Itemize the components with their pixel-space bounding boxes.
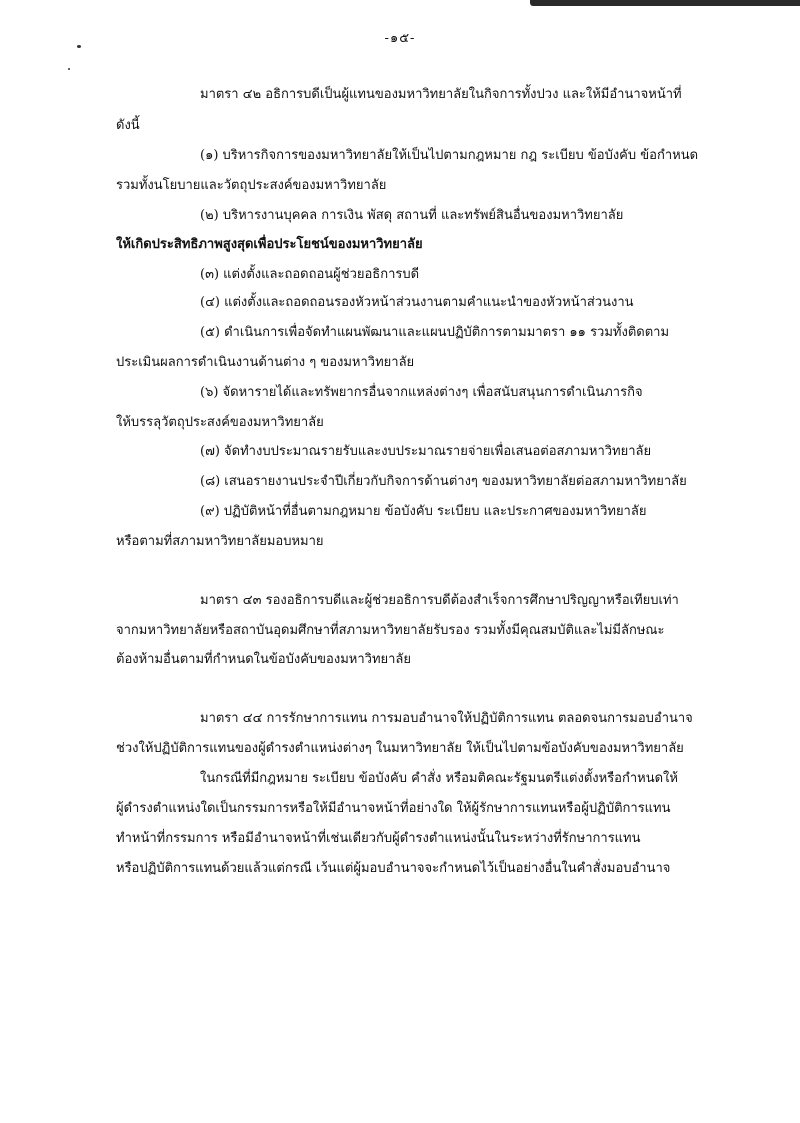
clause-9-continuation: หรือตามที่สภามหาวิทยาลัยมอบหมาย xyxy=(116,534,324,549)
section-44-line-5: ทำหน้าที่กรรมการ หรือมีอำนาจหน้าที่เช่นเดียวกับผู้ดำรงตำแหน่งนั้นในระหว่างที่รักษาการแทน xyxy=(116,831,641,846)
page-number: -๑๕- xyxy=(384,31,416,46)
clause-1-continuation: รวมทั้งนโยบายและวัตถุประสงค์ของมหาวิทยาลัย xyxy=(116,178,387,193)
clause-3: (๓) แต่งตั้งและถอดถอนผู้ช่วยอธิการบดี xyxy=(200,267,420,282)
clause-7: (๗) จัดทำงบประมาณรายรับและงบประมาณรายจ่ายเพื่อเสนอต่อสภามหาวิทยาลัย xyxy=(200,444,652,459)
section-44-line-6: หรือปฏิบัติการแทนด้วยแล้วแต่กรณี เว้นแต่ผู้มอบอำนาจจะกำหนดไว้เป็นอย่างอื่นในคำสั่งมอบอำนาจ xyxy=(116,861,671,876)
clause-5-continuation: ประเมินผลการดำเนินงานด้านต่าง ๆ ของมหาวิทยาลัย xyxy=(116,355,415,370)
clause-6: (๖) จัดหารายได้และทรัพยากรอื่นจากแหล่งต่างๆ เพื่อสนับสนุนการดำเนินภารกิจ xyxy=(200,385,643,400)
section-43-line-2: จากมหาวิทยาลัยหรือสถาบันอุดมศึกษาที่สภามหาวิทยาลัยรับรอง รวมทั้งมีคุณสมบัติและไม่มีลักษณะ xyxy=(116,623,665,638)
clause-2-continuation: ให้เกิดประสิทธิภาพสูงสุดเพื่อประโยชน์ของมหาวิทยาลัย xyxy=(116,237,423,252)
scan-speck xyxy=(68,68,70,70)
section-42-continuation: ดังนี้ xyxy=(116,118,140,133)
section-44-heading: มาตรา ๔๔ การรักษาการแทน การมอบอำนาจให้ปฏิบัติการแทน ตลอดจนการมอบอำนาจ xyxy=(200,711,693,726)
section-42-heading: มาตรา ๔๒ อธิการบดีเป็นผู้แทนของมหาวิทยาลัยในกิจการทั้งปวง และให้มีอำนาจหน้าที่ xyxy=(200,87,682,102)
clause-8: (๘) เสนอรายงานประจำปีเกี่ยวกับกิจการด้านต่างๆ ของมหาวิทยาลัยต่อสภามหาวิทยาลัย xyxy=(200,474,687,489)
clause-2: (๒) บริหารงานบุคคล การเงิน พัสดุ สถานที่ และทรัพย์สินอื่นของมหาวิทยาลัย xyxy=(200,208,624,223)
clause-6-continuation: ให้บรรลุวัตถุประสงค์ของมหาวิทยาลัย xyxy=(116,415,324,430)
section-44-paragraph-2: ในกรณีที่มีกฎหมาย ระเบียบ ข้อบังคับ คำสั่ง หรือมติคณะรัฐมนตรีแต่งตั้งหรือกำหนดให้ xyxy=(200,771,678,786)
clause-1: (๑) บริหารกิจการของมหาวิทยาลัยให้เป็นไปตามกฎหมาย กฎ ระเบียบ ข้อบังคับ ข้อกำหนด xyxy=(200,148,699,163)
section-43-line-3: ต้องห้ามอื่นตามที่กำหนดในข้อบังคับของมหาวิทยาลัย xyxy=(116,652,412,667)
clause-4: (๔) แต่งตั้งและถอดถอนรองหัวหน้าส่วนงานตามคำแนะนำของหัวหน้าส่วนงาน xyxy=(200,295,634,310)
scan-edge-mark xyxy=(530,0,800,6)
section-43-heading: มาตรา ๔๓ รองอธิการบดีและผู้ช่วยอธิการบดีต้องสำเร็จการศึกษาปริญญาหรือเทียบเท่า xyxy=(200,593,679,608)
clause-5: (๕) ดำเนินการเพื่อจัดทำแผนพัฒนาและแผนปฏิบัติการตามมาตรา ๑๑ รวมทั้งติดตาม xyxy=(200,325,670,340)
clause-9: (๙) ปฏิบัติหน้าที่อื่นตามกฎหมาย ข้อบังคับ ระเบียบ และประกาศของมหาวิทยาลัย xyxy=(200,504,647,519)
section-44-line-4: ผู้ดำรงตำแหน่งใดเป็นกรรมการหรือให้มีอำนาจหน้าที่อย่างใด ให้ผู้รักษาการแทนหรือผู้ปฏิบัติการแทน xyxy=(116,801,671,816)
section-44-line-2: ช่วงให้ปฏิบัติการแทนของผู้ดำรงตำแหน่งต่างๆ ในมหาวิทยาลัย ให้เป็นไปตามข้อบังคับของมหาวิทยาลัย xyxy=(116,741,684,756)
